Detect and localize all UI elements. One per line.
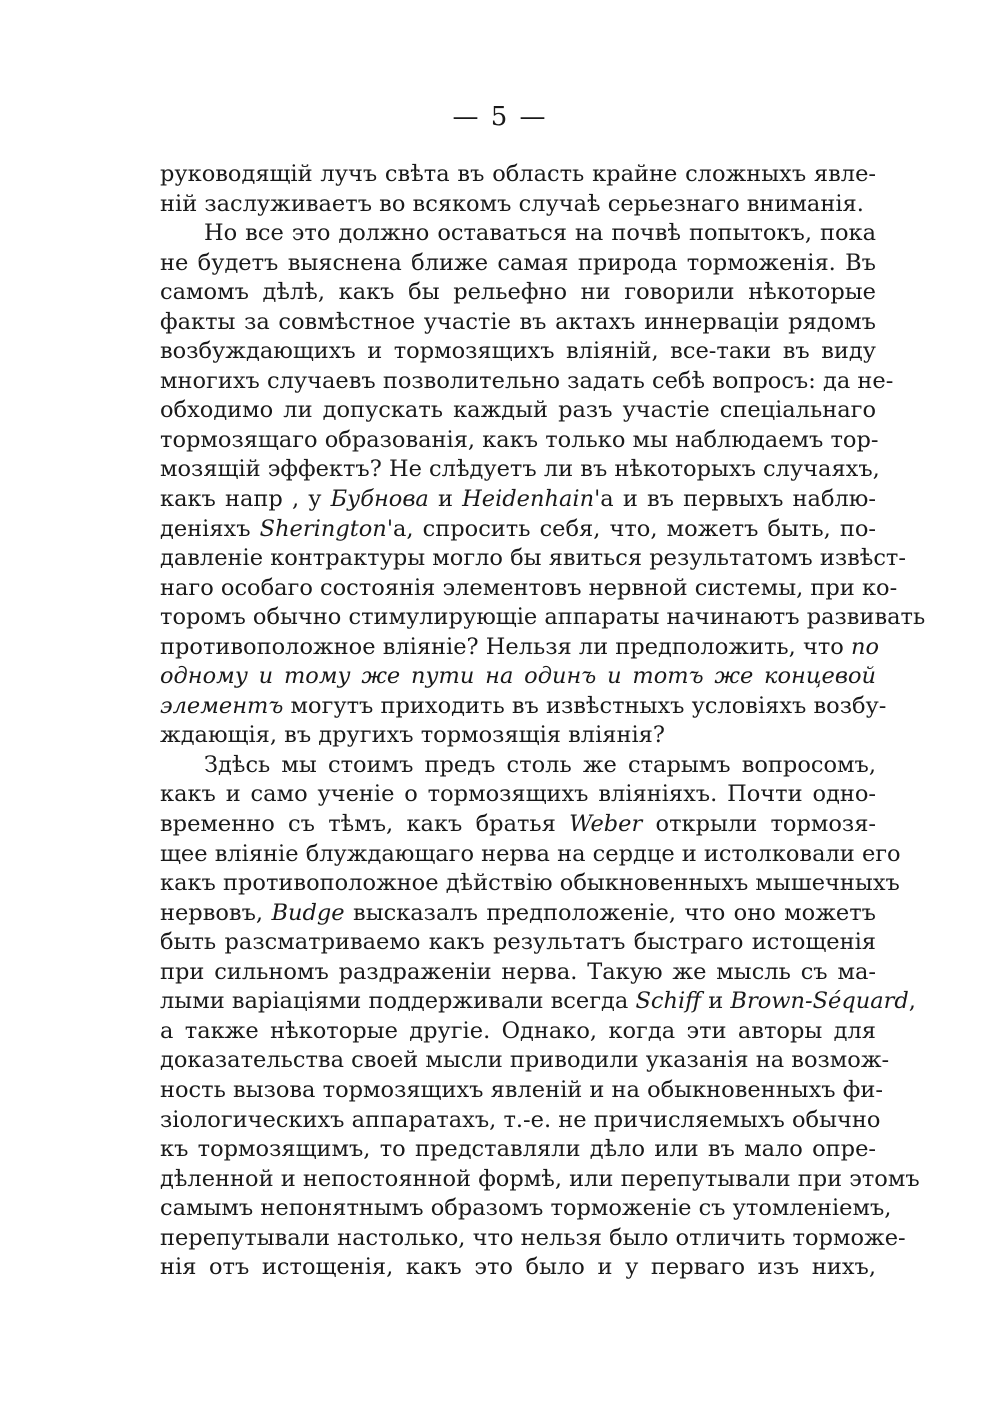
text-line: обходимо ли допускать каждый разъ участіе спеціальнаго: [160, 397, 876, 424]
text-line: дѣленной и непостоянной формѣ, или перепутывали при этомъ: [160, 1165, 920, 1192]
page-number: — 5 —: [452, 102, 548, 132]
text-line: [160, 692, 887, 722]
text-line: [160, 987, 916, 1017]
text-line: [160, 485, 876, 515]
emphasis-text: элементъ: [160, 692, 284, 719]
text-run: 'а, спросить себя, что, можетъ быть, по-: [386, 515, 877, 542]
text-line: тормозящаго образованія, какъ только мы наблюдаемъ тор-: [160, 426, 879, 453]
text-run: могутъ приходить въ извѣстныхъ условіяхъ возбу-: [283, 692, 887, 719]
text-line: какъ противоположное дѣйствію обыкновенныхъ мышечныхъ: [160, 870, 900, 897]
text-line: многихъ случаевъ позволительно задать себѣ вопросъ: да не-: [160, 367, 894, 394]
author-name: Weber: [569, 811, 643, 838]
text-line: не будетъ выяснена ближе самая природа торможенія. Въ: [160, 249, 876, 276]
text-line: ній заслуживаетъ во всякомъ случаѣ серьезнаго вниманія.: [160, 190, 864, 217]
text-run: открыли тормозя-: [642, 811, 876, 838]
text-run: и: [428, 486, 463, 513]
text-line: [160, 633, 880, 663]
text-line: факты за совмѣстное участіе въ актахъ иннерваціи рядомъ: [160, 308, 876, 335]
text-line: наго особаго состоянія элементовъ нервной системы, при ко-: [160, 574, 898, 601]
emphasis-text: одному и тому же пути на одинъ и тотъ же концевой: [160, 663, 876, 690]
text-line: ность вызова тормозящихъ явленій и на обыкновенныхъ фи-: [160, 1076, 883, 1103]
text-run: нервовъ,: [160, 899, 272, 926]
text-line: при сильномъ раздраженіи нерва. Такую же мысль съ ма-: [160, 958, 876, 985]
emphasis-text: по: [850, 633, 880, 660]
author-name: Schiff: [635, 988, 702, 1015]
text-line: [160, 515, 876, 545]
text-line: перепутывали настолько, что нельзя было отличить торможе-: [160, 1224, 906, 1251]
text-line: нія отъ истощенія, какъ это было и у перваго изъ нихъ,: [160, 1254, 876, 1281]
text-line: давленіе контрактуры могло бы явиться результатомъ извѣст-: [160, 545, 906, 572]
text-line: самымъ непонятнымъ образомъ торможеніе съ утомленіемъ,: [160, 1195, 892, 1222]
text-line: какъ и само ученіе о тормозящихъ вліяніяхъ. Почти одно-: [160, 781, 876, 808]
text-line: щее вліяніе блуждающаго нерва на сердце и истолковали его: [160, 840, 901, 867]
author-name: Brown-Séquard: [730, 988, 909, 1015]
author-name: Heidenhain: [462, 486, 595, 513]
text-run: временно съ тѣмъ, какъ братья: [160, 811, 570, 838]
text-line: самомъ дѣлѣ, какъ бы рельефно ни говорили нѣкоторые: [160, 279, 876, 306]
text-line: зіологическихъ аппаратахъ, т.-е. не причисляемыхъ обычно: [160, 1106, 881, 1133]
text-line: [160, 810, 876, 840]
text-line: мозящій эффектъ? Не слѣдуетъ ли въ нѣкоторыхъ случаяхъ,: [160, 456, 880, 483]
text-line: Но все это должно оставаться на почвѣ попытокъ, пока: [204, 220, 876, 247]
text-run: деніяхъ: [160, 515, 260, 542]
text-line: руководящій лучъ свѣта въ область крайне сложныхъ явле-: [160, 161, 876, 187]
text-line: доказательства своей мысли приводили указанія на возмож-: [160, 1047, 890, 1074]
text-run: высказалъ предположеніе, что оно можетъ: [344, 899, 876, 926]
text-line: къ тормозящимъ, то представляли дѣло или въ мало опре-: [160, 1136, 876, 1163]
body-text: [160, 160, 926, 1283]
author-name: Бубнова: [330, 486, 429, 513]
text-line: а также нѣкоторые другіе. Однако, когда эти авторы для: [160, 1017, 876, 1044]
author-name: Budge: [271, 899, 345, 926]
text-line: быть разсматриваемо какъ результатъ быстраго истощенія: [160, 929, 876, 956]
text-run: и: [701, 988, 731, 1015]
text-line: торомъ обычно стимулирующіе аппараты начинаютъ развивать: [160, 604, 926, 631]
text-line: [160, 899, 876, 929]
text-run: противоположное вліяніе? Нельзя ли предположить, что: [160, 633, 851, 660]
author-name: Sherington: [259, 515, 387, 542]
text-line: ждающія, въ другихъ тормозящія вліянія?: [160, 722, 665, 749]
text-line: Здѣсь мы стоимъ предъ столь же старымъ вопросомъ,: [204, 751, 876, 778]
text-run: лыми варіаціями поддерживали всегда: [160, 988, 636, 1015]
text-run: какъ напр , у: [160, 486, 331, 513]
text-run: 'а и въ первыхъ наблю-: [594, 486, 876, 513]
text-run: ,: [908, 988, 916, 1015]
text-line: возбуждающихъ и тормозящихъ вліяній, все-таки въ виду: [160, 338, 876, 365]
